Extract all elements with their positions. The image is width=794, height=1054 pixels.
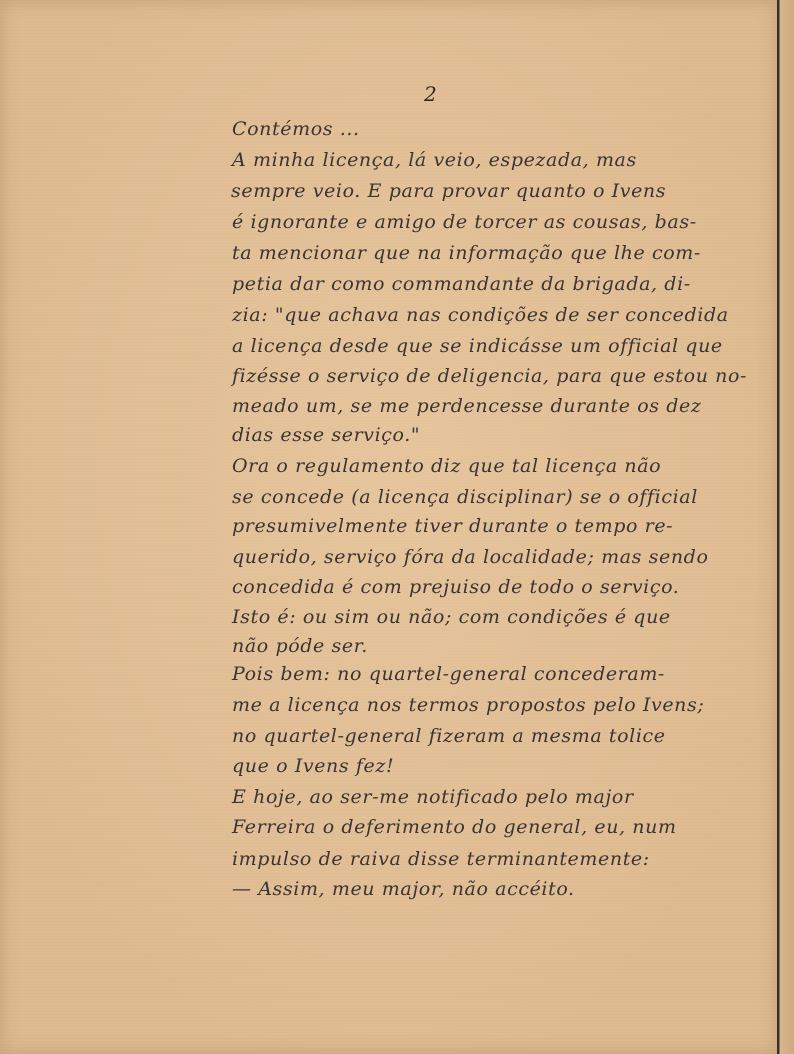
text-line: meado um, se me perdencesse durante os dez bbox=[232, 395, 702, 417]
text-line: no quartel-general fizeram a mesma tolice bbox=[232, 725, 666, 747]
text-line: querido, serviço fóra da localidade; mas sendo bbox=[232, 546, 709, 568]
text-line: se concede (a licença disciplinar) se o official bbox=[232, 486, 698, 508]
page-number: 2 bbox=[424, 82, 437, 106]
text-line: Contémos ... bbox=[232, 118, 360, 140]
text-line: não póde ser. bbox=[232, 635, 368, 657]
text-line: presumivelmente tiver durante o tempo re- bbox=[232, 515, 674, 537]
text-line: Isto é: ou sim ou não; com condições é que bbox=[232, 606, 671, 628]
page-edge bbox=[777, 0, 794, 1054]
text-line: é ignorante e amigo de torcer as cousas, bas- bbox=[232, 211, 697, 233]
text-line: sempre veio. E para provar quanto o Ivens bbox=[231, 180, 667, 202]
text-line: A minha licença, lá veio, espezada, mas bbox=[232, 149, 637, 171]
text-line: ta mencionar que na informação que lhe com- bbox=[232, 242, 701, 264]
text-line: concedida é com prejuiso de todo o serviço. bbox=[232, 576, 680, 598]
text-line: dias esse serviço." bbox=[232, 424, 421, 446]
text-line: me a licença nos termos propostos pelo Ivens; bbox=[232, 694, 705, 716]
text-line: Ora o regulamento diz que tal licença não bbox=[232, 455, 662, 477]
text-line: fizésse o serviço de deligencia, para que estou no- bbox=[232, 365, 748, 387]
text-line: E hoje, ao ser-me notificado pelo major bbox=[232, 786, 634, 808]
text-line: impulso de raiva disse terminantemente: bbox=[232, 848, 650, 870]
text-line: a licença desde que se indicásse um official que bbox=[232, 335, 723, 357]
text-line: Pois bem: no quartel-general concederam- bbox=[232, 663, 665, 685]
text-line: Ferreira o deferimento do general, eu, num bbox=[232, 816, 677, 838]
text-line: — Assim, meu major, não accéito. bbox=[232, 878, 575, 900]
text-line: zia: "que achava nas condições de ser concedida bbox=[232, 304, 729, 326]
text-line: petia dar como commandante da brigada, di- bbox=[232, 273, 691, 295]
text-line: que o Ivens fez! bbox=[232, 755, 395, 777]
